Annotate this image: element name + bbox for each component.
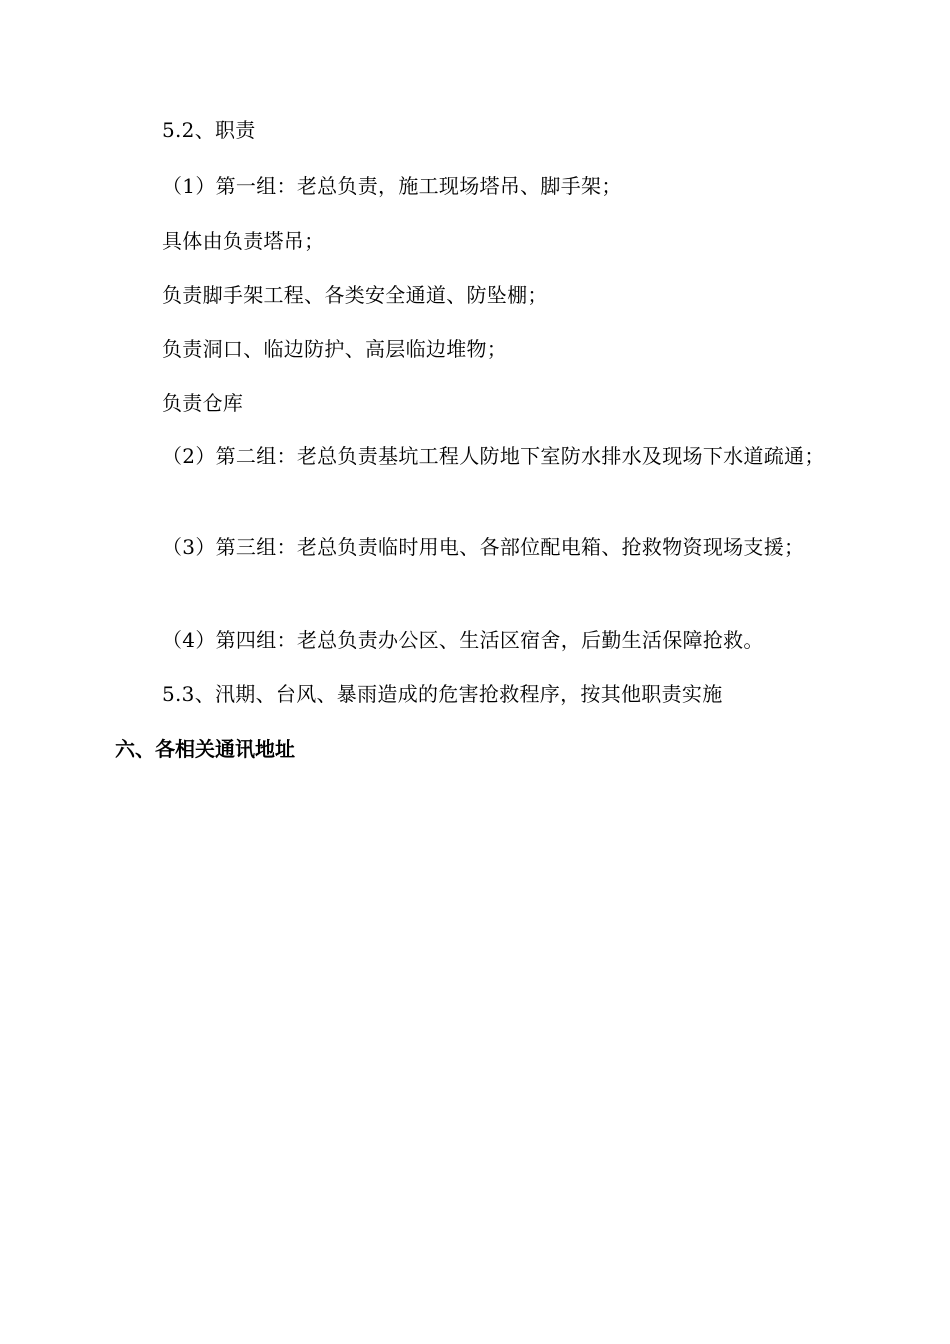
section-6-heading: 六、各相关通讯地址	[115, 737, 295, 761]
group-2-paragraph: （2）第二组：老总负责基坑工程人防地下室防水排水及现场下水道疏通；	[162, 444, 825, 468]
group-1-item-openings: 负责洞口、临边防护、高层临边堆物；	[162, 337, 508, 361]
section-5-3-paragraph: 5.3、汛期、台风、暴雨造成的危害抢救程序，按其他职责实施	[162, 682, 723, 706]
group-4-paragraph: （4）第四组：老总负责办公区、生活区宿舍，后勤生活保障抢救。	[162, 628, 764, 652]
group-1-intro: （1）第一组：老总负责，施工现场塔吊、脚手架；	[162, 174, 622, 198]
group-1-item-warehouse: 负责仓库	[162, 391, 244, 415]
section-5-2-title: 5.2、职责	[162, 118, 256, 142]
group-3-paragraph: （3）第三组：老总负责临时用电、各部位配电箱、抢救物资现场支援；	[162, 535, 805, 559]
group-1-item-tower-crane: 具体由负责塔吊；	[162, 229, 325, 253]
group-1-item-scaffolding: 负责脚手架工程、各类安全通道、防坠棚；	[162, 283, 548, 307]
